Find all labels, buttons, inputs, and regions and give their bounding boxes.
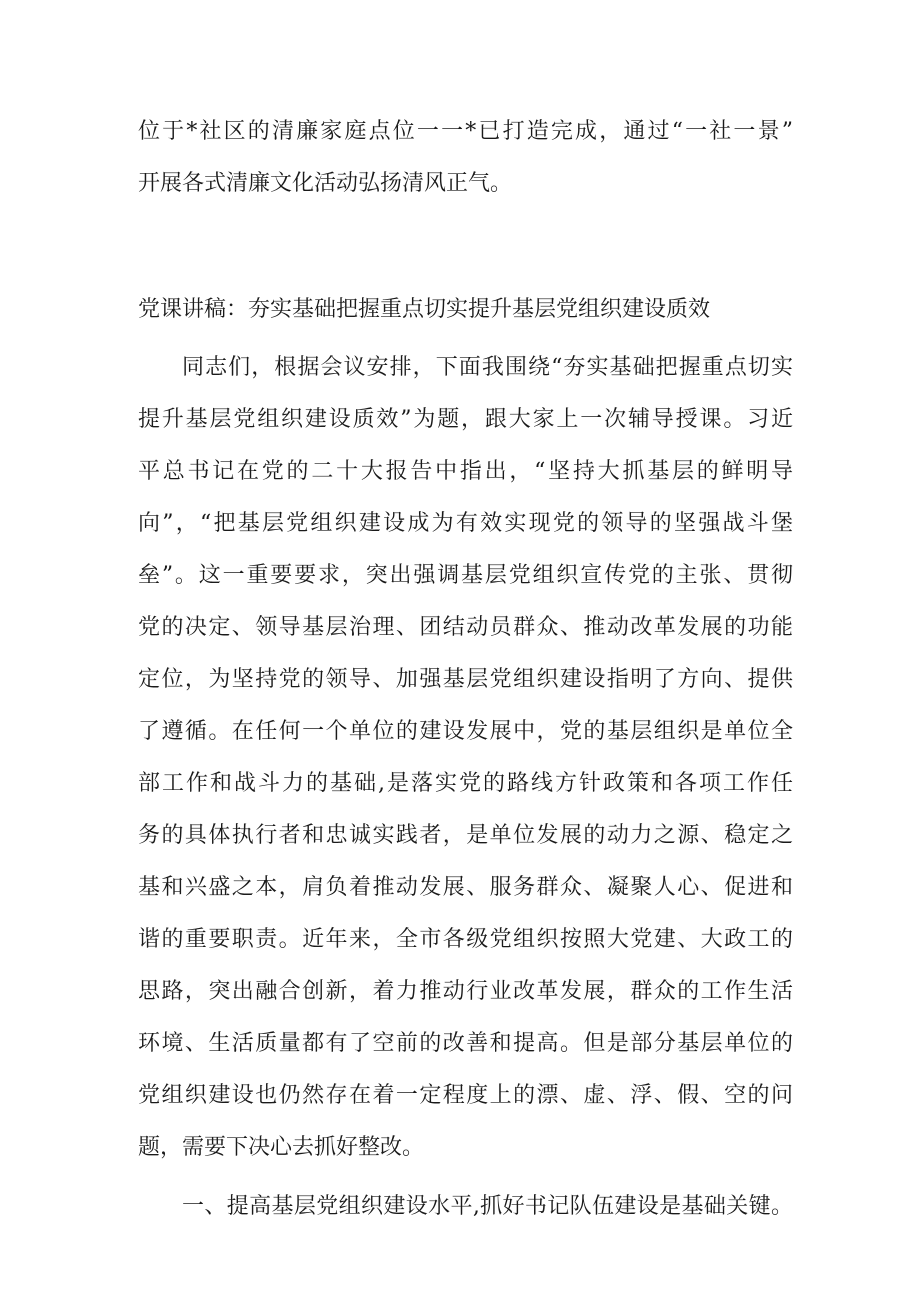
paragraph-line-2: 提升基层党组织建设质效”为题，跟大家上一次辅导授课。习近: [138, 407, 793, 432]
intro-line-1: 位于*社区的清廉家庭点位一一*已打造完成，通过“一社一景”: [138, 119, 793, 144]
paragraph-line-1: 同志们，根据会议安排，下面我围绕“夯实基础把握重点切实: [182, 355, 793, 380]
paragraph-line-3: 平总书记在党的二十大报告中指出，“坚持大抓基层的鲜明导: [138, 459, 793, 484]
article-title: 党课讲稿：夯实基础把握重点切实提升基层党组织建设质效: [138, 297, 711, 322]
paragraph-line-11: 基和兴盛之本，肩负着推动发展、服务群众、凝聚人心、促进和: [138, 875, 793, 900]
paragraph-line-4: 向”，“把基层党组织建设成为有效实现党的领导的坚强战斗堡: [138, 511, 793, 536]
paragraph-line-10: 务的具体执行者和忠诚实践者，是单位发展的动力之源、稳定之: [138, 823, 793, 848]
paragraph-line-8: 了遵循。在任何一个单位的建设发展中，党的基层组织是单位全: [138, 719, 793, 744]
paragraph-line-9: 部工作和战斗力的基础,是落实党的路线方针政策和各项工作任: [138, 771, 793, 796]
paragraph-line-7: 定位，为坚持党的领导、加强基层党组织建设指明了方向、提供: [138, 667, 793, 692]
paragraph-line-16: 题，需要下决心去抓好整改。: [138, 1135, 425, 1160]
paragraph-line-13: 思路，突出融合创新，着力推动行业改革发展，群众的工作生活: [138, 979, 793, 1004]
section-heading: 一、提高基层党组织建设水平,抓好书记队伍建设是基础关键。: [182, 1194, 793, 1219]
paragraph-line-12: 谐的重要职责。近年来，全市各级党组织按照大党建、大政工的: [138, 927, 793, 952]
paragraph-line-15: 党组织建设也仍然存在着一定程度上的漂、虚、浮、假、空的问: [138, 1083, 793, 1108]
paragraph-line-14: 环境、生活质量都有了空前的改善和提高。但是部分基层单位的: [138, 1031, 793, 1056]
intro-line-2: 开展各式清廉文化活动弘扬清风正气。: [138, 171, 513, 196]
paragraph-line-6: 党的决定、领导基层治理、团结动员群众、推动改革发展的功能: [138, 615, 793, 640]
paragraph-line-5: 垒”。这一重要要求，突出强调基层党组织宣传党的主张、贯彻: [138, 563, 793, 588]
